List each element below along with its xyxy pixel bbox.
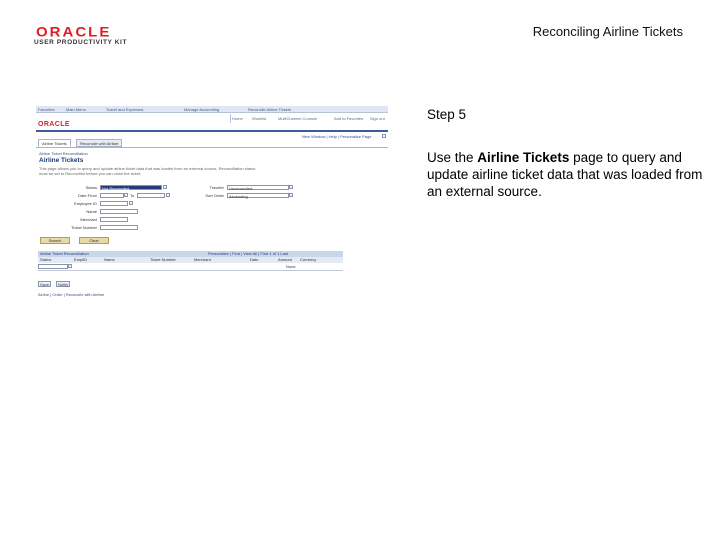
nav-manage-accounting[interactable]: Manage Accounting [184,107,220,112]
tab-reconcile-airfare[interactable]: Reconcile with Airfare [76,139,122,147]
col-date: Date [250,257,259,262]
label-status: Status [85,185,97,190]
notify-button[interactable]: Notify [58,282,69,287]
col-name: Name [104,257,115,262]
search-button[interactable]: Search [40,237,70,244]
nav-travel-expenses[interactable]: Travel and Expenses [106,107,144,112]
lookup-icon[interactable] [129,201,133,205]
col-status: Status [40,257,52,262]
grid-navigation[interactable]: Personalize | Find | View All | First 1 of 1 Last [208,251,288,256]
link-worklist[interactable]: Worklist [252,116,267,121]
nav-reconcile[interactable]: Reconcile Airline Tickets [248,107,292,112]
date-to-input[interactable] [137,193,165,198]
top-nav-bar [36,106,388,113]
tab-airline-tickets[interactable]: Airline Tickets [38,139,71,147]
label-name: Name [86,209,97,214]
clear-button[interactable]: Clear [79,237,109,244]
col-merchant: Merchant [194,257,211,262]
step-description [427,149,707,200]
label-employee-id: Employee ID [74,201,97,206]
tab-underline [36,147,388,148]
table-row [38,263,343,271]
label-to: To [130,193,135,198]
oracle-logo: ORACLE [36,24,112,41]
grid-title: Airline Ticket Reconciliation [40,251,89,256]
calendar-icon[interactable] [124,193,128,197]
page-title: Reconciling Airline Tickets [532,24,683,39]
col-currency: Currency [300,257,317,262]
app-screenshot [36,106,388,298]
row-dropdown-icon[interactable] [68,264,72,268]
row-value: None [286,264,296,269]
form-heading: Airline Tickets [39,157,84,164]
link-sign-out[interactable]: Sign out [370,116,385,121]
name-input[interactable] [100,209,138,214]
sort-dropdown-icon[interactable] [289,193,293,197]
merchant-input[interactable] [100,217,128,222]
date-from-input[interactable] [100,193,124,198]
col-ticket-number: Ticket Number [150,257,176,262]
status-dropdown-icon[interactable] [163,185,167,189]
nav-separator [230,114,231,123]
app-oracle-logo: ORACLE [38,121,70,128]
traveler-dropdown-icon[interactable] [289,185,293,189]
label-date-from: Date From [78,193,97,198]
traveler-select[interactable] [227,185,289,190]
link-multichannel[interactable]: MultiChannel Console [278,116,318,121]
employee-id-input[interactable] [100,201,128,206]
label-traveler: Traveler [209,185,224,190]
label-sort-order: Sort Order [205,193,224,198]
instruction-line-1: This page allows you to query and update airline ticket data that was loaded from an external source. Reconciliation status [39,166,256,171]
desc-after: page to query and update airline ticket data that was loaded from an external source. [427,150,703,199]
new-window-links[interactable]: New Window | Help | Personalize Page [302,134,372,139]
breadcrumb: Airline Ticket Reconciliation [39,151,88,156]
desc-bold: Airline Tickets [477,150,570,165]
help-icon[interactable] [382,134,386,138]
footer-links[interactable]: Airline | Order | Reconcile with Airfare [38,292,105,297]
status-select[interactable] [100,185,162,190]
link-add-favorites[interactable]: Add to Favorites [334,116,364,121]
status-value: Not Reconciled [102,186,130,191]
sort-order-select[interactable] [227,193,289,198]
col-amount: Amount [278,257,292,262]
desc-before: Use the [427,150,478,165]
label-merchant: Merchant [80,217,97,222]
nav-favorites[interactable]: Favorites [38,107,55,112]
sort-value: Ascending [229,194,248,199]
label-ticket-number: Ticket Number [71,225,97,230]
instructions [39,166,255,176]
step-label: Step 5 [427,107,467,122]
traveler-value: Unreconciled [229,186,253,191]
nav-main-menu[interactable]: Main Menu [66,107,86,112]
header-bar [36,130,388,132]
calendar-to-icon[interactable] [166,193,170,197]
save-button[interactable]: Save [40,282,50,287]
upk-logo-text: USER PRODUCTIVITY KIT [34,39,128,46]
instruction-line-2: must be set to Reconciled before you can close the ticket. [39,171,142,176]
link-home[interactable]: Home [232,116,243,121]
row-status-select[interactable] [38,264,68,269]
col-emplid: EmplID [74,257,88,262]
ticket-number-input[interactable] [100,225,138,230]
